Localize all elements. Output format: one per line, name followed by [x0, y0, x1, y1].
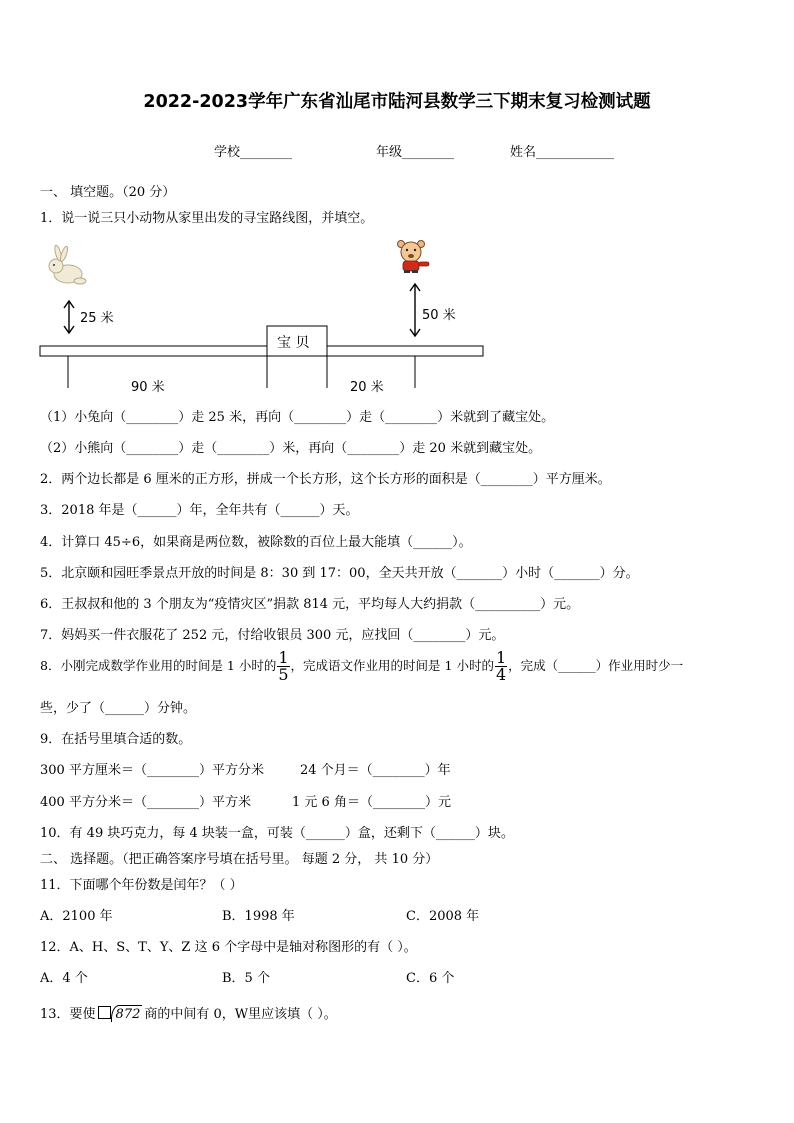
question-9-row-1-right: 24 个月＝（________）年	[300, 763, 451, 778]
question-2: 2．两个边长都是 6 厘米的正方形，拼成一个长方形，这个长方形的面积是（________）平方厘米。	[40, 472, 611, 487]
long-division-dividend: 872	[111, 1005, 143, 1022]
question-8	[40, 650, 683, 683]
road	[40, 346, 483, 356]
question-12: 12．A、H、S、T、Y、Z 这 6 个字母中是轴对称图形的有（ ）。	[40, 940, 417, 955]
school-field: 学校________	[214, 145, 293, 160]
question-11-option-b: B．1998 年	[222, 909, 295, 924]
question-8-part-3: ，完成（______）作业用时少一	[508, 658, 684, 673]
question-9-row-2-left: 400 平方分米＝（________）平方米	[40, 795, 251, 810]
question-13	[40, 1003, 337, 1022]
question-7: 7．妈妈买一件衣服花了 252 元，付给收银员 300 元，应找回（________）元。	[40, 628, 505, 643]
question-8-part-1: 8．小刚完成数学作业用的时间是 1 小时的	[40, 658, 277, 673]
question-11-option-c: C．2008 年	[406, 909, 480, 924]
question-8-part-2: ，完成语文作业用的时间是 1 小时的	[290, 658, 494, 673]
question-12-option-b: B．5 个	[222, 971, 270, 986]
name-field: 姓名____________	[510, 145, 615, 160]
label-25m: 25 米	[80, 311, 114, 326]
arrow-25m	[64, 301, 74, 333]
question-12-option-c: C．6 个	[406, 971, 455, 986]
bear-icon	[398, 241, 430, 274]
question-1-sub-2: （2）小熊向（________）走（________）米，再向（________）走 20 米就到藏宝处。	[40, 441, 542, 456]
treasure-route-diagram	[36, 240, 496, 400]
question-11: 11．下面哪个年份数是闰年？（ ）	[40, 878, 243, 893]
question-13-prefix: 13．要使	[40, 1007, 96, 1022]
label-50m: 50 米	[422, 308, 456, 323]
question-4: 4．计算口 45÷6，如果商是两位数，被除数的百位上最大能填（______）。	[40, 535, 472, 550]
fraction-one-quarter: $\frac{1}{4}$	[495, 648, 507, 684]
grade-field: 年级________	[376, 145, 455, 160]
question-3: 3．2018 年是（______）年，全年共有（______）天。	[40, 503, 359, 518]
question-11-option-a: A．2100 年	[40, 909, 113, 924]
question-9-row-1-left: 300 平方厘米＝（________）平方分米	[40, 763, 264, 778]
question-5: 5．北京颐和园旺季景点开放的时间是 8：30 到 17：00，全天共开放（_______）小时（_______）分。	[40, 566, 639, 581]
question-6: 6．王叔叔和他的 3 个朋友为“疫情灾区”捐款 814 元，平均每人大约捐款（__________）元。	[40, 597, 580, 612]
question-9: 9．在括号里填合适的数。	[40, 732, 192, 747]
fraction-one-fifth: $\frac{1}{5}$	[278, 648, 289, 684]
question-10: 10．有 49 块巧克力，每 4 块装一盒，可装（______）盒，还剩下（______）块。	[40, 826, 514, 841]
label-90m: 90 米	[131, 380, 165, 395]
question-13-suffix: 商的中间有 0，W里应该填（ ）。	[144, 1007, 337, 1022]
blank-box	[98, 1006, 111, 1019]
arrow-50m	[410, 284, 420, 336]
section-fill-heading: 一、 填空题。（20 分）	[40, 185, 176, 200]
rabbit-icon	[49, 245, 86, 284]
question-1-sub-1: （1）小兔向（________）走 25 米，再向（________）走（________）米就到了藏宝处。	[40, 410, 555, 425]
label-treasure: 宝 贝	[277, 335, 310, 351]
section-choice-heading: 二、 选择题。（把正确答案序号填在括号里。 每题 2 分， 共 10 分）	[40, 852, 439, 867]
question-8-line-2: 些，少了（______）分钟。	[40, 701, 197, 716]
label-20m: 20 米	[350, 380, 384, 395]
page-title: 2022-2023学年广东省汕尾市陆河县数学三下期末复习检测试题	[143, 92, 651, 112]
question-9-row-2-right: 1 元 6 角＝（________）元	[292, 795, 451, 810]
question-1: 1．说一说三只小动物从家里出发的寻宝路线图，并填空。	[40, 211, 374, 226]
question-12-option-a: A．4 个	[40, 971, 88, 986]
